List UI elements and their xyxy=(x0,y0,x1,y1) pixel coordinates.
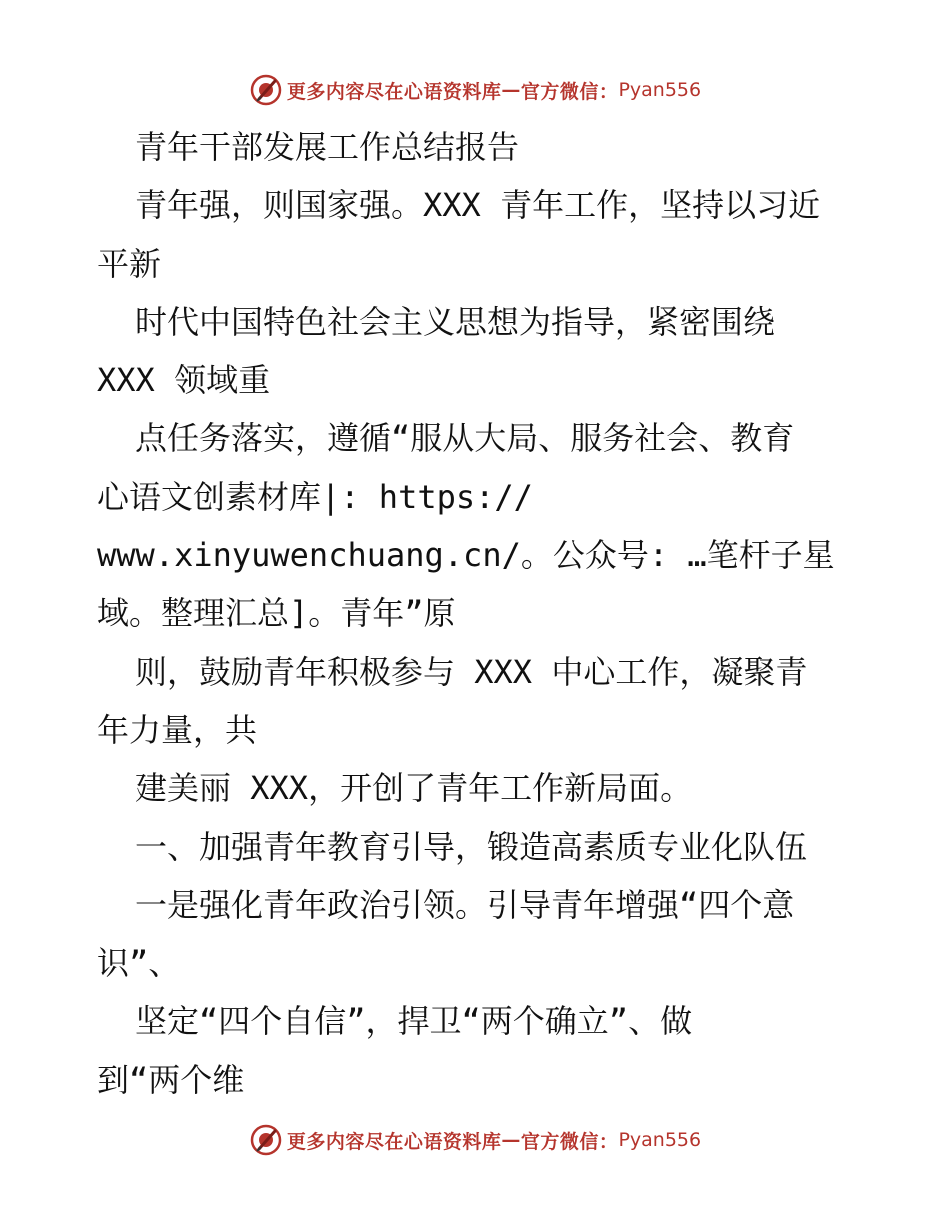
header-watermark xyxy=(0,70,950,110)
pen-logo-icon xyxy=(249,73,283,107)
text-line: 年力量，共 xyxy=(97,710,258,749)
watermark-wechat-label: 官方微信： xyxy=(520,1130,619,1153)
text-line: 坚定“四个自信”，捍卫“两个确立”、做 xyxy=(135,1002,693,1041)
pen-logo-icon xyxy=(249,1123,283,1157)
text-line: 域。整理汇总]。青年”原 xyxy=(97,594,456,633)
text-line: 青年强，则国家强。XXX 青年工作，坚持以习近 xyxy=(135,186,821,225)
text-line: 平新 xyxy=(97,244,162,283)
text-line: 到“两个维 xyxy=(97,1060,245,1099)
watermark-text: 更多内容尽在心语资料库 xyxy=(286,1130,502,1153)
watermark-wechat-id: Pyan556 xyxy=(618,1129,702,1151)
text-line: XXX 领域重 xyxy=(97,361,271,400)
text-line: 识”、 xyxy=(97,944,181,983)
watermark-dash: — xyxy=(501,1129,521,1151)
watermark-text: 更多内容尽在心语资料库 xyxy=(286,80,502,103)
text-line: 时代中国特色社会主义思想为指导，紧密围绕 xyxy=(135,302,776,341)
text-line: 一是强化青年政治引领。引导青年增强“四个意 xyxy=(135,885,795,924)
watermark-dash: — xyxy=(501,79,521,101)
text-line: 心语文创素材库|: https:// xyxy=(97,477,533,516)
text-line: 建美丽 XXX，开创了青年工作新局面。 xyxy=(135,769,693,808)
text-line: 点任务落实，遵循“服从大局、服务社会、教育 xyxy=(135,419,795,458)
document-title: 青年干部发展工作总结报告 xyxy=(135,128,520,166)
watermark-wechat-label: 官方微信： xyxy=(520,80,619,103)
watermark-wechat-id: Pyan556 xyxy=(618,79,702,101)
footer-watermark xyxy=(0,1120,950,1160)
text-line: www.xinyuwenchuang.cn/。公众号: …笔杆子星 xyxy=(97,536,835,575)
section-heading: 一、加强青年教育引导，锻造高素质专业化队伍 xyxy=(135,827,808,866)
document-body xyxy=(97,118,867,1109)
text-line: 则，鼓励青年积极参与 XXX 中心工作，凝聚青 xyxy=(135,652,808,691)
